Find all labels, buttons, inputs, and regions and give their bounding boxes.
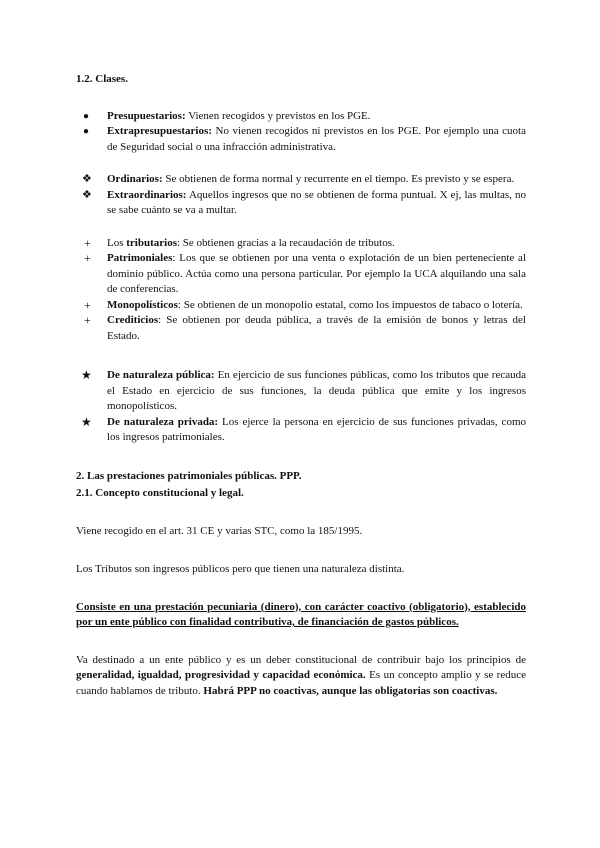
bullet-icon: ●	[83, 110, 90, 122]
paragraph	[76, 653, 526, 700]
item-text: Aquellos ingresos que no se obtienen de forma puntual. X ej, las multas, no se sabe cuánto se va a multar.	[107, 188, 526, 216]
definition-paragraph: Consiste en una prestación pecuniaria (dinero), con carácter coactivo (obligatorio), establecido por un ente público con finalidad contributiva, de financiación de gastos públicos.	[76, 600, 526, 628]
item-term: Patrimoniales	[107, 252, 173, 264]
plus-icon: +	[84, 235, 91, 250]
item-term: Monopolísticos	[107, 298, 178, 311]
item-term: Presupuestarios:	[107, 109, 186, 122]
item-prefix: Los	[107, 236, 127, 249]
item-term: Extrapresupuestarios:	[107, 125, 212, 137]
heading-2: 2. Las prestaciones patrimoniales públicas. PPP.	[76, 469, 302, 482]
item-term: Extraordinarios:	[107, 188, 187, 201]
star-icon: ★	[81, 414, 92, 429]
item-text: En ejercicio de sus funciones públicas, como los tributos que recauda el Estado en ejercicio de sus funciones, la deuda pública que emite y los ingresos monopolísticos.	[107, 369, 526, 412]
list-tiempo	[76, 172, 526, 219]
list-item	[76, 298, 526, 314]
item-text: Los ejerce la persona en ejercicio de sus funciones privadas, como los ingresos patrimoniales.	[107, 415, 526, 443]
item-text: No vienen recogidos ni previstos en los PGE. Por ejemplo una cuota de Seguridad social o una infracción administrativa.	[107, 125, 526, 153]
list-item	[76, 124, 526, 155]
list-item	[76, 368, 526, 415]
item-text: : Se obtienen por deuda pública, a través de la emisión de bonos y letras del Estado.	[107, 314, 526, 342]
heading-2-1: 2.1. Concepto constitucional y legal.	[76, 487, 244, 499]
list-origen	[76, 236, 526, 345]
plus-icon: +	[84, 297, 91, 312]
list-item	[76, 415, 526, 446]
item-text: : Se obtienen gracias a la recaudación de tributos.	[176, 236, 395, 249]
list-item	[76, 236, 526, 252]
star-icon: ★	[81, 368, 92, 382]
item-term: De naturaleza privada:	[107, 415, 219, 428]
list-naturaleza	[76, 368, 526, 446]
document-content	[76, 72, 526, 699]
diamond-icon: ❖	[82, 188, 92, 201]
paragraph-text: Va destinado a un ente público y es un deber constitucional de contribuir bajo los principios de	[76, 653, 526, 666]
item-term: Ordinarios:	[107, 173, 163, 185]
item-term: Crediticios	[107, 314, 159, 326]
list-presupuesto	[76, 109, 526, 156]
list-item	[76, 109, 526, 125]
list-item	[76, 172, 526, 188]
item-text: : Los que se obtienen por una venta o explotación de un bien perteneciente al dominio público. Actúa como una persona particular. Por ejemplo la UCA alquilando una sala de conferencias.	[107, 252, 526, 295]
plus-icon: +	[84, 313, 91, 327]
item-text: Vienen recogidos y previstos en los PGE.	[185, 109, 371, 122]
heading-1-2: 1.2. Clases.	[76, 73, 128, 85]
list-item	[76, 251, 526, 298]
item-text: : Se obtienen de un monopolio estatal, como los impuestos de tabaco o lotería.	[177, 298, 523, 311]
item-term: De naturaleza pública:	[107, 369, 215, 381]
list-item	[76, 188, 526, 219]
item-term: tributarios	[126, 236, 177, 249]
paragraph-bold: Habrá PPP no coactivas, aunque las obligatorias son coactivas.	[203, 684, 498, 697]
paragraph: Los Tributos son ingresos públicos pero que tienen una naturaleza distinta.	[76, 563, 405, 575]
paragraph-text: Es un concepto amplio y se reduce cuando hablamos de tributo.	[76, 669, 526, 697]
diamond-icon: ❖	[82, 173, 92, 185]
item-text: Se obtienen de forma normal y recurrente en el tiempo. Es previsto y se espera.	[162, 173, 515, 185]
paragraph-bold: generalidad, igualdad, progresividad y capacidad económica.	[76, 669, 366, 681]
paragraph: Viene recogido en el art. 31 CE y varias STC, como la 185/1995.	[76, 524, 363, 537]
list-item	[76, 313, 526, 344]
bullet-icon: ●	[83, 126, 90, 137]
plus-icon: +	[84, 251, 91, 265]
